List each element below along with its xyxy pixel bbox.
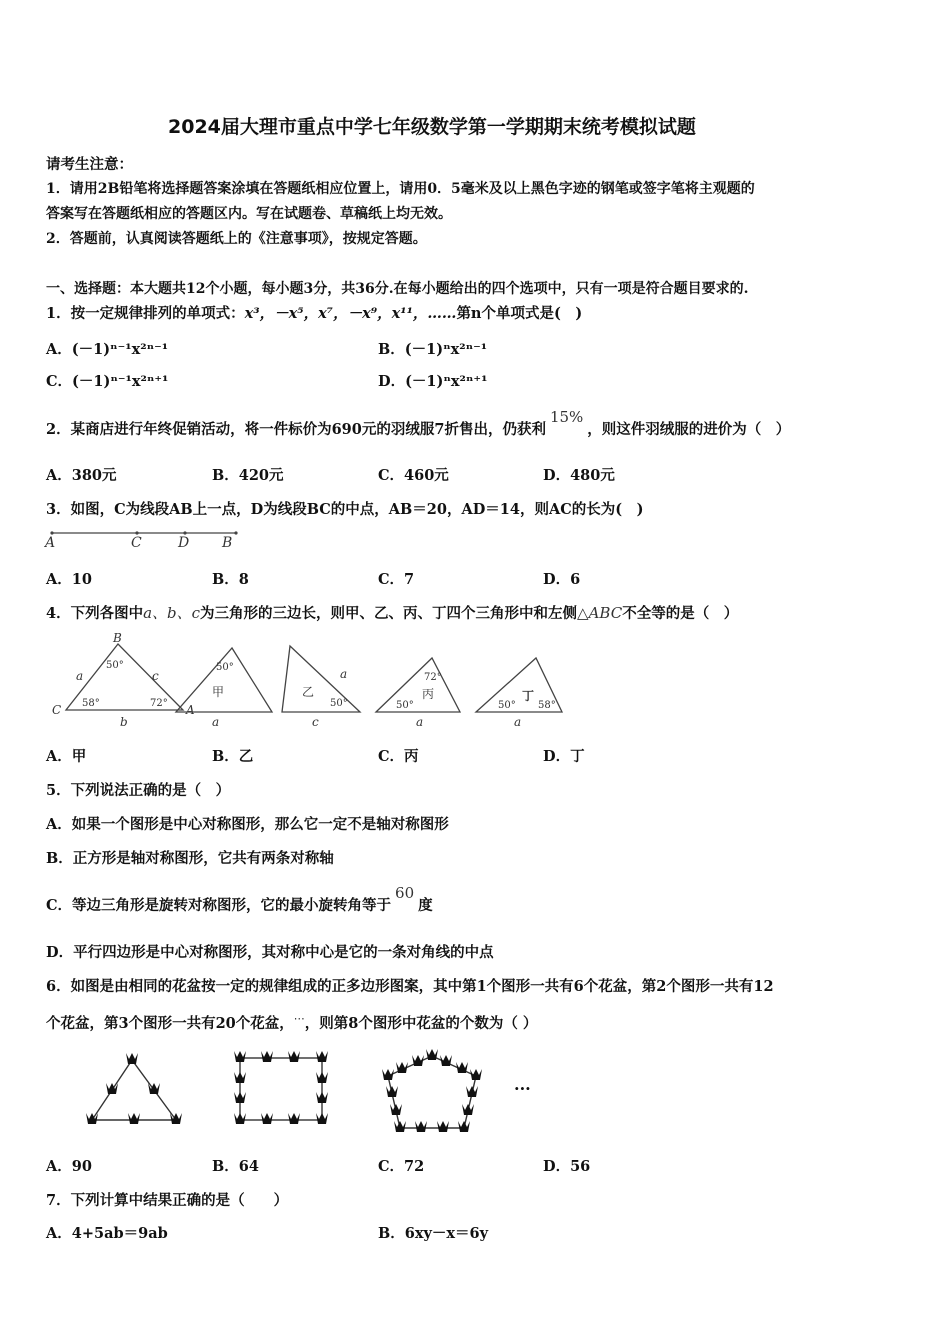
- q3-option-a[interactable]: A．10: [46, 571, 92, 588]
- triangle-bing: [376, 658, 460, 729]
- q4-option-c[interactable]: C．丙: [378, 748, 419, 765]
- jia-side: a: [212, 715, 220, 729]
- q4-triangle: △ABC: [577, 604, 623, 622]
- q7-option-b[interactable]: B．6xy－x＝6y: [378, 1225, 489, 1242]
- point-b: [234, 531, 237, 534]
- figure-3-pentagon: [382, 1049, 482, 1132]
- question-1-stem: [46, 302, 582, 323]
- yi-side-a: a: [340, 667, 348, 681]
- notice-line-1b: 答案写在答题纸相应的答题区内。写在试题卷、草稿纸上均无效。: [46, 206, 452, 222]
- notice-line-1a: 1．请用2B铅笔将选择题答案涂填在答题纸相应位置上，请用0．5毫米及以上黑色字迹的钢笔或签字笔将主观题的: [46, 181, 755, 197]
- abc-side-c: c: [152, 669, 159, 683]
- jia-name: 甲: [212, 685, 225, 699]
- ding-name: 丁: [522, 689, 535, 703]
- q6-flowerpot-figure: [80, 1046, 540, 1146]
- q5-option-c[interactable]: [46, 884, 433, 915]
- question-3-stem: 3．如图，C为线段AB上一点，D为线段BC的中点，AB＝20，AD＝14，则AC的长为( ): [46, 501, 644, 518]
- q1-stem-pre: 1．按一定规律排列的单项式：: [46, 305, 245, 322]
- figure-2-square: [234, 1051, 328, 1124]
- q2-stem-end: ，则这件羽绒服的进价为（ ）: [587, 421, 791, 438]
- q1-option-b[interactable]: B．(－1)ⁿx²ⁿ⁻¹: [378, 341, 488, 358]
- question-4-stem: [46, 602, 738, 623]
- yi-side-c: c: [312, 715, 319, 729]
- q3-option-b[interactable]: B．8: [212, 571, 249, 588]
- q4-option-b[interactable]: B．乙: [212, 748, 254, 765]
- triangle-yi: [282, 646, 360, 729]
- ding-angle-2: 58°: [538, 700, 556, 711]
- q4-vars: a、b、c: [143, 604, 201, 622]
- yi-angle: 50°: [330, 698, 348, 709]
- q5-option-a[interactable]: A．如果一个图形是中心对称图形，那么它一定不是轴对称图形: [46, 816, 449, 833]
- bing-angle-1: 72°: [424, 672, 442, 683]
- notice-heading: 请考生注意：: [46, 156, 133, 173]
- q4-option-d[interactable]: D．丁: [543, 748, 585, 765]
- question-6-stem-1: 6．如图是由相同的花盆按一定的规律组成的正多边形图案，其中第1个图形一共有6个花盆，第2个图形一共有12: [46, 978, 774, 995]
- q1-sequence: x³，－x⁵，x⁷，－x⁹，x¹¹，……: [244, 305, 457, 322]
- q3-option-c[interactable]: C．7: [378, 571, 415, 588]
- q4-stem-pre: 4．下列各图中: [46, 605, 144, 622]
- q6-option-a[interactable]: A．90: [46, 1158, 92, 1175]
- question-5-stem: 5．下列说法正确的是（ ）: [46, 782, 231, 799]
- label-b: B: [222, 535, 233, 551]
- triangle-abc: [52, 631, 195, 729]
- abc-side-a: a: [76, 669, 84, 683]
- q6-stem-2a: 个花盆，第3个图形一共有20个花盆，: [46, 1015, 294, 1032]
- abc-vertex-b: B: [113, 631, 122, 645]
- q1-option-c[interactable]: C．(－1)ⁿ⁻¹x²ⁿ⁺¹: [46, 373, 169, 390]
- triangle-ding: [476, 658, 562, 729]
- bing-side: a: [416, 715, 424, 729]
- q3-segment-figure: [40, 525, 250, 553]
- q3-option-d[interactable]: D．6: [543, 571, 581, 588]
- section-heading: 一、选择题：本大题共12个小题，每小题3分，共36分.在每小题给出的四个选项中，只有一项是符合题目要求的.: [46, 281, 749, 297]
- q6-option-b[interactable]: B．64: [212, 1158, 259, 1175]
- q2-option-b[interactable]: B．420元: [212, 467, 284, 484]
- jia-angle: 50°: [216, 662, 234, 673]
- q1-stem-post: 第n个单项式是( ): [456, 305, 583, 322]
- yi-name: 乙: [302, 685, 315, 699]
- page-title: 2024届大理市重点中学七年级数学第一学期期末统考模拟试题: [168, 116, 696, 138]
- q6-option-d[interactable]: D．56: [543, 1158, 591, 1175]
- q4-triangles-figure: [40, 630, 580, 730]
- q5-option-c-unit: 度: [418, 897, 433, 914]
- q5-option-b[interactable]: B．正方形是轴对称图形，它共有两条对称轴: [46, 850, 334, 867]
- notice-line-2: 2．答题前，认真阅读答题纸上的《注意事项》，按规定答题。: [46, 231, 427, 247]
- label-c: C: [131, 535, 142, 551]
- ding-angle-1: 50°: [498, 700, 516, 711]
- figure-1-triangle: [86, 1053, 182, 1124]
- q2-option-a[interactable]: A．380元: [46, 467, 117, 484]
- question-6-stem-2: [46, 1012, 537, 1033]
- q6-figure-ellipsis: ...: [514, 1075, 531, 1094]
- q6-stem-2b: ，则第8个图形中花盆的个数为（ ）: [304, 1015, 538, 1032]
- q2-percent: 15%: [549, 408, 584, 426]
- bing-name: 丙: [422, 687, 435, 701]
- q1-option-d[interactable]: D．(－1)ⁿx²ⁿ⁺¹: [378, 373, 488, 390]
- q2-stem: 2．某商店进行年终促销活动，将一件标价为690元的羽绒服7折售出，仍获利: [46, 421, 546, 438]
- abc-angle-a: 72°: [150, 698, 168, 709]
- q6-option-c[interactable]: C．72: [378, 1158, 425, 1175]
- q5-option-d[interactable]: D．平行四边形是中心对称图形，其对称中心是它的一条对角线的中点: [46, 944, 494, 961]
- label-a: A: [45, 535, 56, 551]
- abc-angle-c: 58°: [82, 698, 100, 709]
- bing-angle-2: 50°: [396, 700, 414, 711]
- abc-side-b: b: [120, 715, 128, 729]
- q5-option-c-text: C．等边三角形是旋转对称图形，它的最小旋转角等于: [46, 897, 392, 914]
- q4-stem-post: 不全等的是（ ）: [622, 605, 739, 622]
- q4-stem-mid: 为三角形的三边长，则甲、乙、丙、丁四个三角形中和左侧: [200, 605, 578, 622]
- q5-option-c-number: 60: [395, 884, 415, 902]
- q2-option-c[interactable]: C．460元: [378, 467, 449, 484]
- question-2-stem: [46, 408, 791, 439]
- q4-option-a[interactable]: A．甲: [46, 748, 87, 765]
- ding-side: a: [514, 715, 522, 729]
- q7-option-a[interactable]: A．4+5ab＝9ab: [46, 1225, 168, 1242]
- q6-dots: ⋯: [293, 1012, 305, 1025]
- q1-option-a[interactable]: A．(－1)ⁿ⁻¹x²ⁿ⁻¹: [46, 341, 169, 358]
- label-d: D: [178, 535, 190, 551]
- q2-option-d[interactable]: D．480元: [543, 467, 615, 484]
- abc-vertex-c: C: [52, 703, 62, 717]
- abc-vertex-a: A: [186, 703, 195, 717]
- abc-angle-b: 50°: [106, 660, 124, 671]
- question-7-stem: 7．下列计算中结果正确的是（ ）: [46, 1192, 289, 1209]
